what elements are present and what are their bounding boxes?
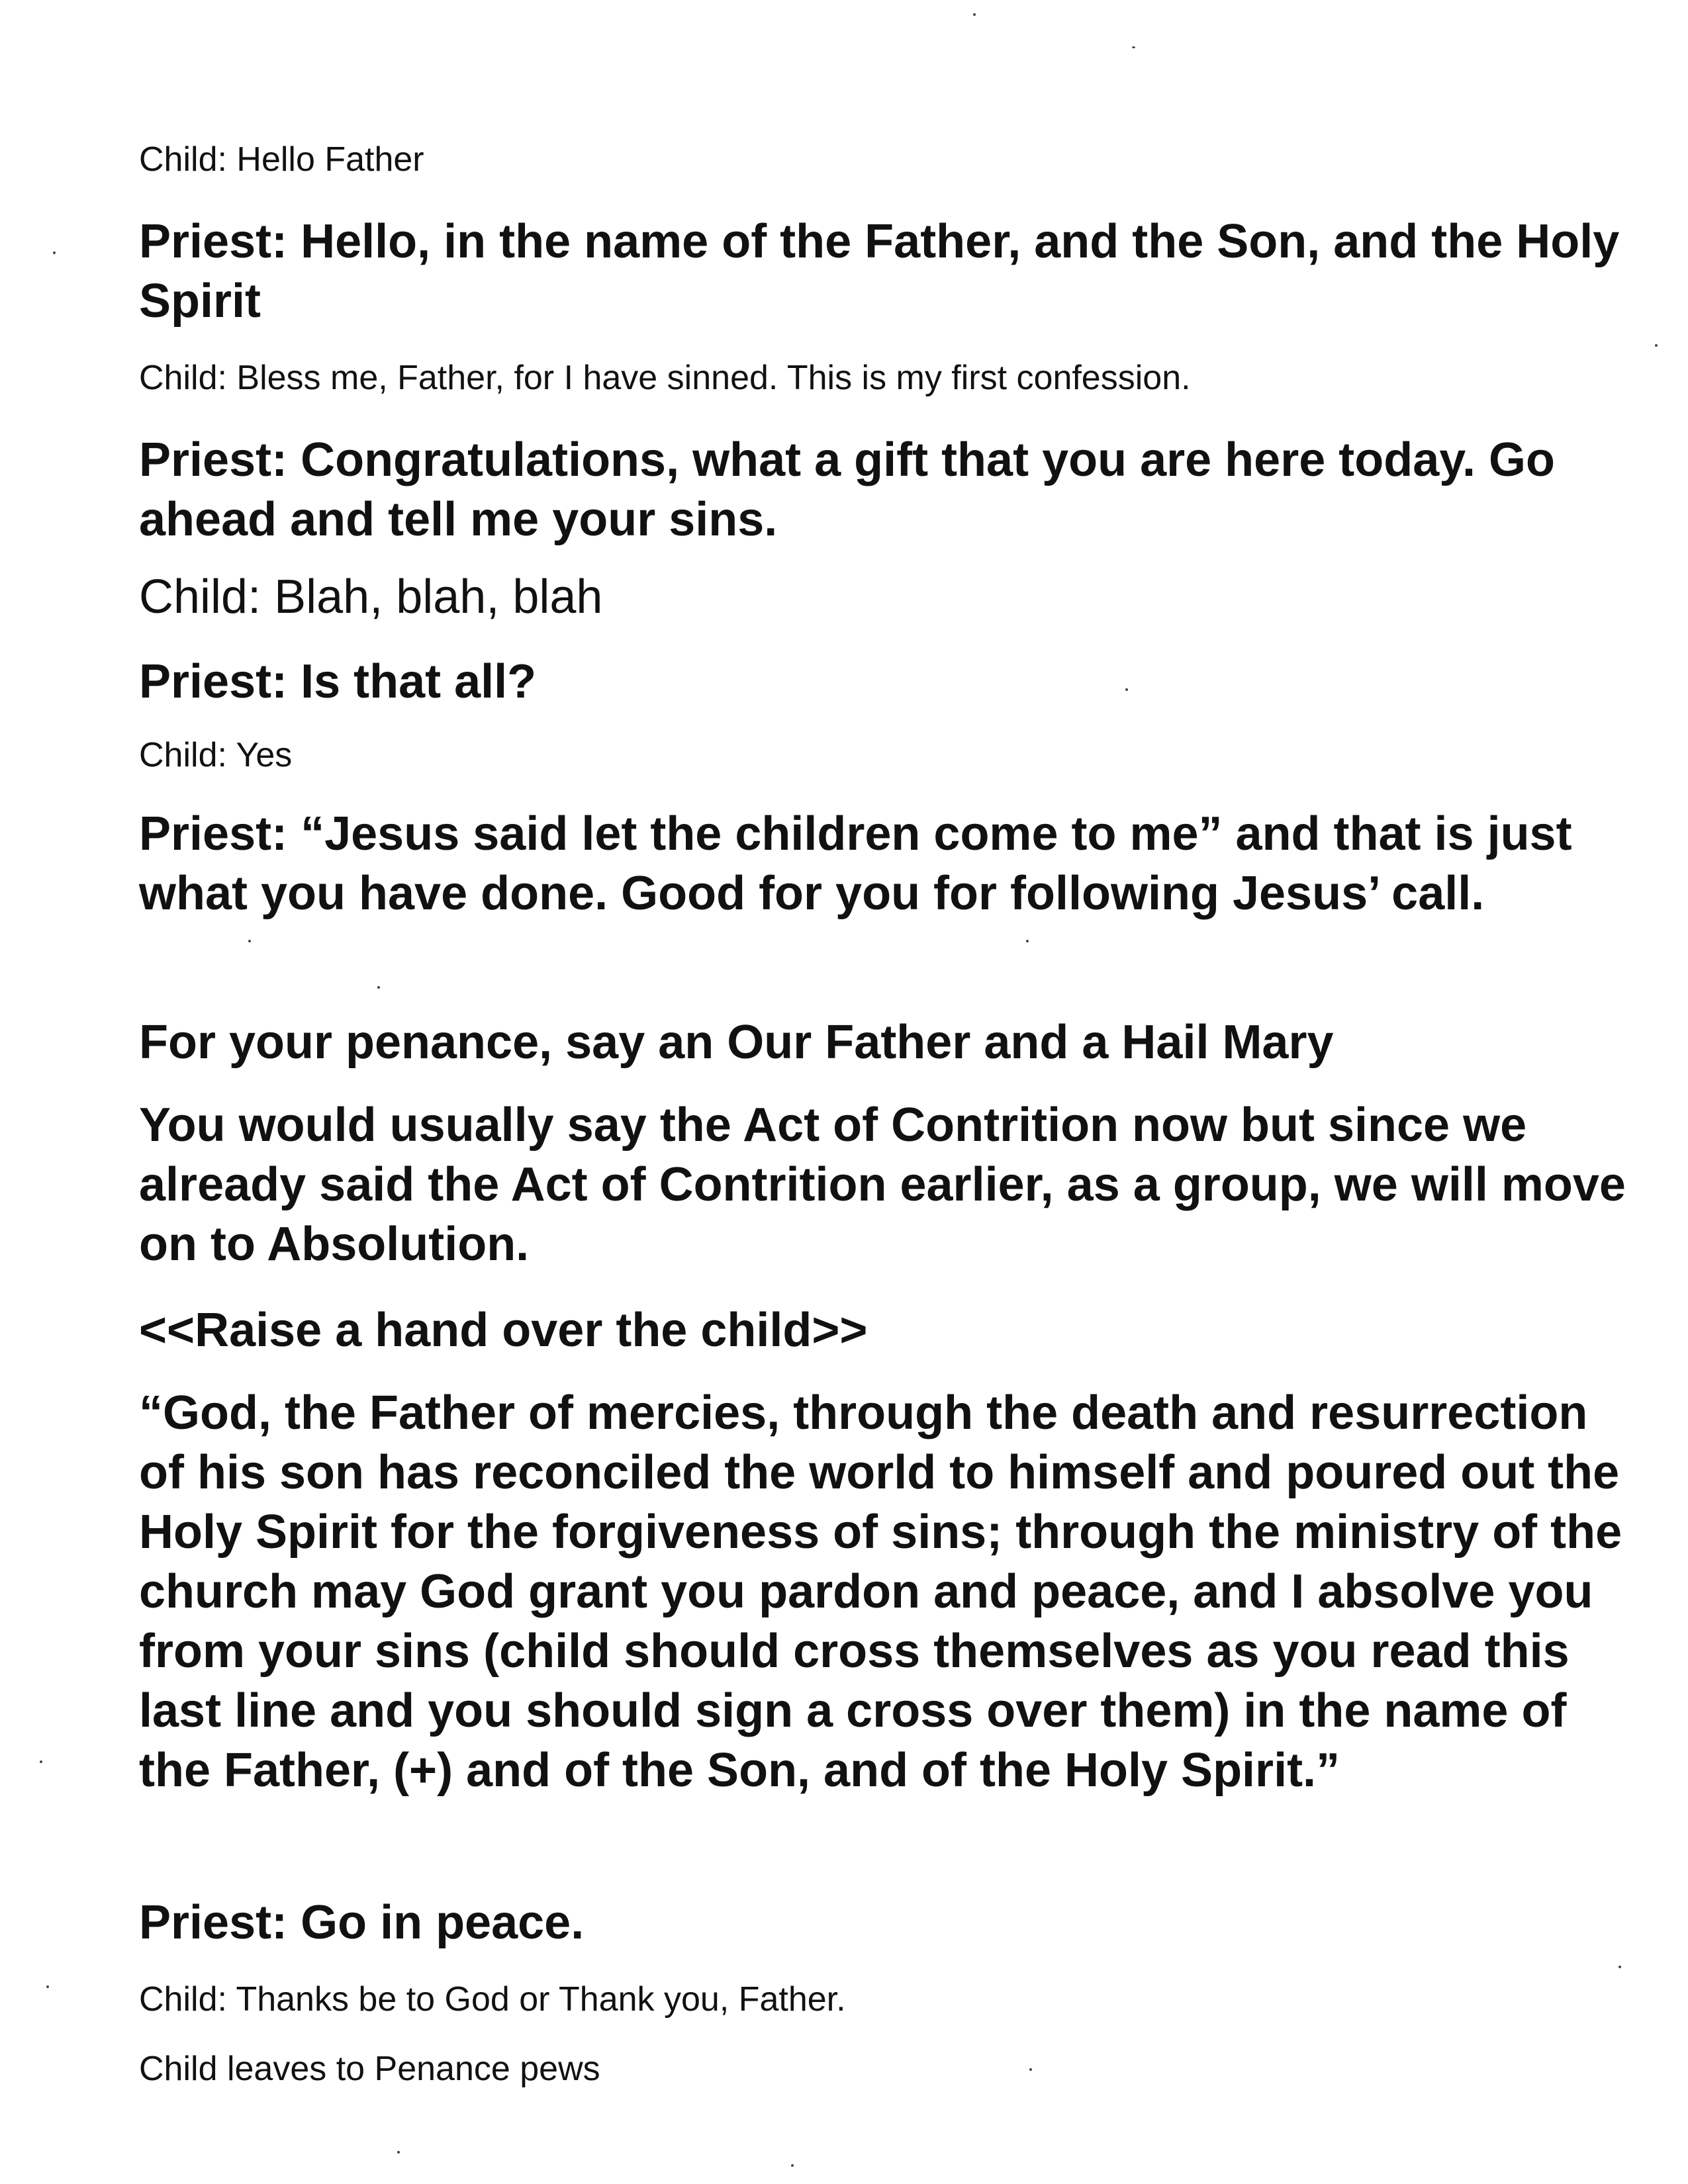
child-line-blah: Child: Blah, blah, blah (139, 570, 603, 623)
scan-speck (791, 2164, 794, 2167)
scan-speck (973, 13, 976, 16)
scan-speck (397, 2151, 400, 2154)
priest-line-congratulations: Priest: Congratulations, what a gift that you are here today. Go ahead and tell me your sins. (139, 433, 1555, 546)
child-line-bless-me: Child: Bless me, Father, for I have sinned. This is my first confession. (139, 359, 1191, 397)
priest-line-jesus-said: Priest: “Jesus said let the children come to me” and that is just what you have done. Good for you for following Jesus’ call. (139, 807, 1572, 920)
child-line-yes: Child: Yes (139, 736, 293, 774)
child-line-thanks: Child: Thanks be to God or Thank you, Father. (139, 1980, 846, 2019)
scan-speck (248, 940, 251, 942)
scan-speck (46, 1985, 49, 1988)
scan-speck (53, 251, 56, 254)
priest-line-is-that-all: Priest: Is that all? (139, 655, 537, 708)
scan-speck (40, 1760, 42, 1763)
child-leaves-note: Child leaves to Penance pews (139, 2050, 600, 2088)
scan-speck (1029, 2068, 1032, 2071)
scan-speck (1132, 46, 1135, 48)
absolution-prayer: “God, the Father of mercies, through the death and resurrection of his son has reconciled the world to himself and poured out the Holy Spirit for the forgiveness of sins; through the ministry of the church may God grant you pardon and peace, and I absolve you from your sins (child should cross themselves as you read this last line and you should sign a cross over them) in the name of the Father, (+) and of the Son, and of the Holy Spirit.” (139, 1387, 1622, 1797)
priest-line-greeting: Priest: Hello, in the name of the Father, and the Son, and the Holy Spirit (139, 215, 1620, 328)
scan-speck (1655, 344, 1658, 347)
child-line-hello-father: Child: Hello Father (139, 140, 424, 179)
act-of-contrition-note: You would usually say the Act of Contrition now but since we already said the Act of Contrition earlier, as a group, we will move on to Absolution. (139, 1099, 1626, 1271)
scan-speck (1618, 1966, 1621, 1968)
penance-instruction: For your penance, say an Our Father and a Hail Mary (139, 1016, 1334, 1069)
scan-speck (1026, 940, 1029, 942)
scan-speck (377, 986, 380, 989)
scan-speck (1125, 688, 1128, 691)
raise-hand-direction: <<Raise a hand over the child>> (139, 1304, 868, 1357)
priest-line-go-in-peace: Priest: Go in peace. (139, 1896, 585, 1949)
